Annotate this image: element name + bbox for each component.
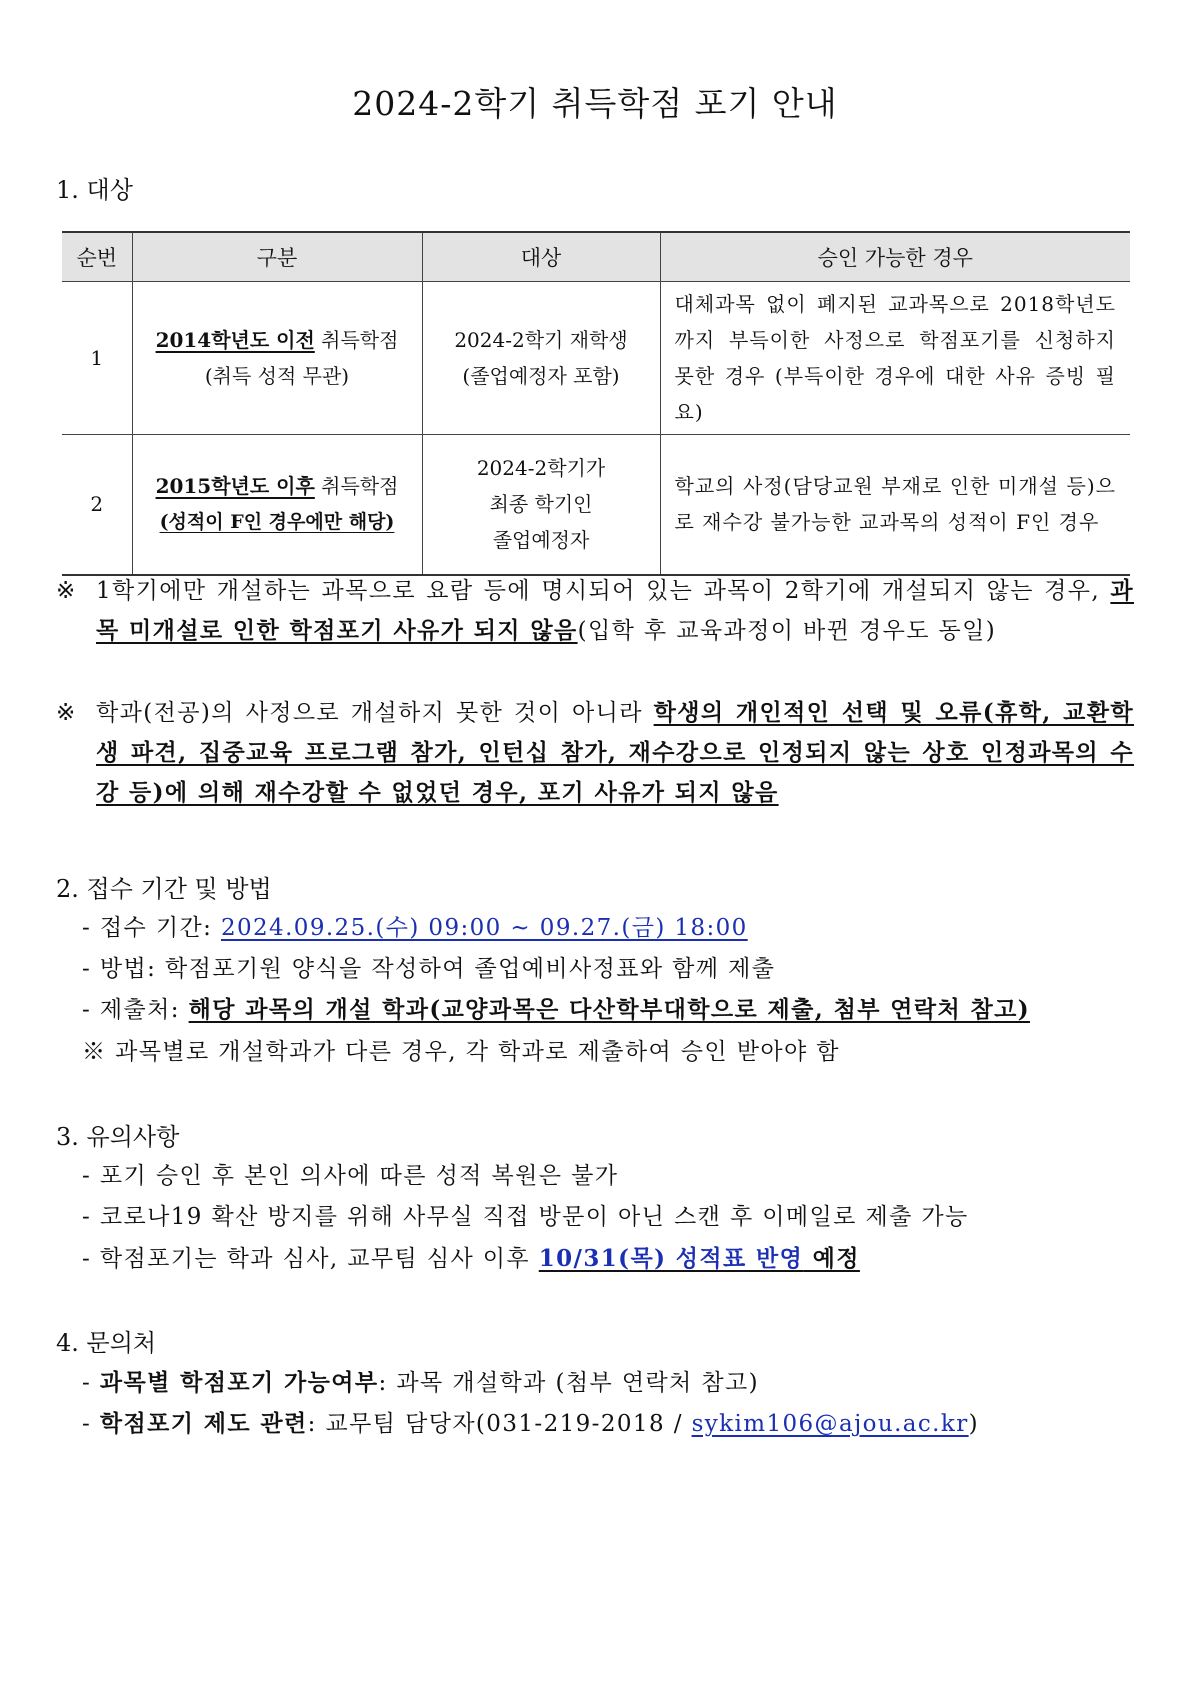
note-text: (입학 후 교육과정이 바뀐 경우도 동일)	[577, 618, 997, 644]
category-rest: 취득학점	[314, 474, 399, 499]
header-target: 대상	[422, 232, 660, 282]
section3-heading: 3. 유의사항	[56, 1123, 180, 1151]
contact-item-1	[82, 1364, 759, 1397]
target-table	[62, 231, 1130, 576]
note-mark: ※	[56, 578, 77, 604]
note-1	[56, 571, 1134, 651]
document-title: 2024-2학기 취득학점 포기 안내	[352, 84, 838, 123]
caution-item-3	[82, 1240, 860, 1273]
row-condition: 학교의 사정(담당교원 부재로 인한 미개설 등)으로 재수강 불가능한 교과목의 성적이 F인 경우	[660, 435, 1130, 575]
row-condition: 대체과목 없이 폐지된 교과목으로 2018학년도까지 부득이한 사정으로 학점포기를 신청하지 못한 경우 (부득이한 경우에 대한 사유 증빙 필요)	[660, 282, 1130, 435]
row-category	[132, 435, 422, 575]
contact-text: : 과목 개설학과 (첨부 연락처 참고)	[378, 1370, 760, 1396]
category-rest: 취득학점	[314, 328, 399, 352]
row-no: 1	[62, 282, 132, 435]
contact-dash: -	[82, 1370, 100, 1396]
note-2	[56, 693, 1134, 813]
period-value: 2024.09.25.(수) 09:00 ~ 09.27.(금) 18:00	[220, 915, 748, 941]
header-no: 순번	[62, 232, 132, 282]
table-row	[62, 282, 1130, 435]
caution-text: - 학점포기는 학과 심사, 교무팀 심사 이후	[82, 1246, 539, 1272]
note-mark: ※	[56, 700, 77, 726]
period-line	[82, 909, 748, 942]
caution-highlight: 10/31(목) 성적표 반영	[538, 1245, 804, 1272]
submit-value: 해당 과목의 개설 학과(교양과목은 다산학부대학으로 제출, 첨부 연락처 참고)	[188, 996, 1030, 1023]
row-category	[132, 282, 422, 435]
note-text: 학과(전공)의 사정으로 개설하지 못한 것이 아니라	[96, 700, 654, 726]
category-bold: 2014학년도 이전	[155, 328, 315, 352]
table-header-row	[62, 232, 1130, 282]
section1-heading: 1. 대상	[56, 176, 133, 204]
category-line2: (성적이 F인 경우에만 해당)	[159, 511, 395, 534]
row-target	[422, 435, 660, 575]
category-bold: 2015학년도 이후	[155, 474, 315, 499]
section4-heading: 4. 문의처	[56, 1329, 157, 1357]
note-emphasis: 과목 미개설로 인한 학점포기 사유가 되지 않음	[96, 577, 1134, 644]
contact-label: 과목별 학점포기 가능여부	[99, 1369, 379, 1396]
contact-item-2	[82, 1405, 979, 1438]
contact-text: : 교무팀 담당자(031-219-2018 /	[307, 1411, 692, 1437]
note-text: 1학기에만 개설하는 과목으로 요람 등에 명시되어 있는 과목이 2학기에 개설되지 않는 경우,	[96, 578, 1111, 604]
header-category: 구분	[132, 232, 422, 282]
note-emphasis: 학생의 개인적인 선택 및 오류(휴학, 교환학생 파견, 집중교육 프로그램 참가, 인턴십 참가, 재수강으로 인정되지 않는 상호 인정과목의 수강 등)에 의해 재수강할 수 없었던 경우, 포기 사유가 되지 않음	[96, 699, 1135, 806]
target-line3: 졸업예정자	[492, 528, 590, 553]
caution-item-2: - 코로나19 확산 방지를 위해 사무실 직접 방문이 아닌 스캔 후 이메일로 제출 가능	[82, 1204, 969, 1230]
header-condition: 승인 가능한 경우	[660, 232, 1130, 282]
contact-dash: -	[82, 1411, 100, 1437]
caution-item-1: - 포기 승인 후 본인 의사에 따른 성적 복원은 불가	[82, 1163, 619, 1189]
method-line: - 방법: 학점포기원 양식을 작성하여 졸업예비사정표와 함께 제출	[82, 956, 776, 982]
row-no: 2	[62, 435, 132, 575]
target-line1: 2024-2학기 재학생	[454, 328, 628, 352]
target-line2: (졸업예정자 포함)	[462, 364, 620, 388]
period-label: - 접수 기간:	[82, 915, 221, 941]
target-line2: 최종 학기인	[489, 492, 593, 517]
submit-label: - 제출처:	[82, 997, 189, 1023]
category-line2: (취득 성적 무관)	[204, 364, 350, 388]
table-row	[62, 435, 1130, 575]
section2-note: ※ 과목별로 개설학과가 다른 경우, 각 학과로 제출하여 승인 받아야 함	[82, 1039, 840, 1065]
caution-suffix: 예정	[803, 1245, 860, 1272]
email-link[interactable]: sykim106@ajou.ac.kr	[691, 1411, 969, 1437]
contact-close: )	[968, 1411, 979, 1437]
submit-line	[82, 991, 1030, 1024]
target-line1: 2024-2학기가	[476, 456, 606, 481]
section2-heading: 2. 접수 기간 및 방법	[56, 875, 272, 903]
contact-label: 학점포기 제도 관련	[99, 1410, 308, 1437]
row-target	[422, 282, 660, 435]
